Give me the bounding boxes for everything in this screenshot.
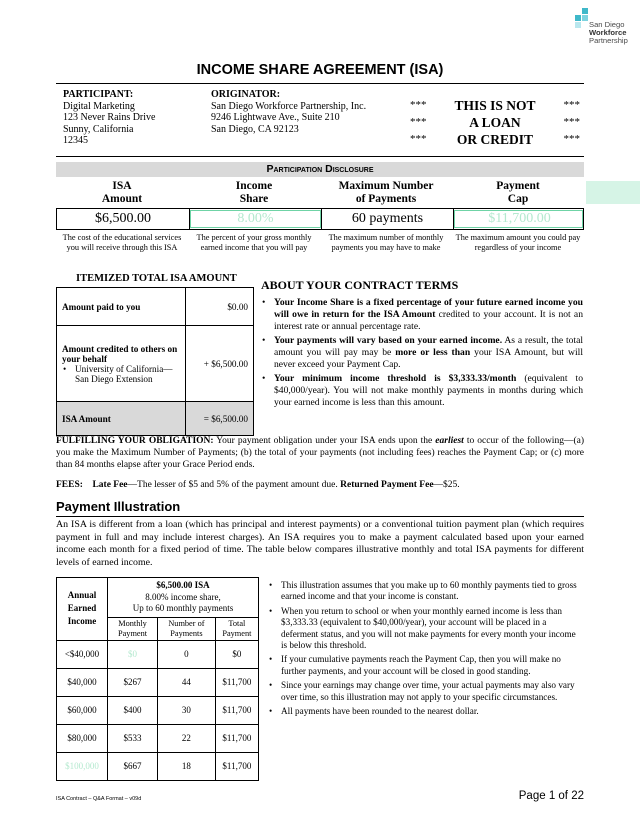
- max-payments-value: 60 payments: [321, 209, 453, 229]
- fees-paragraph: FEES: Late Fee—The lesser of $5 and 5% of the payment amount due. Returned Payment Fee—$25.: [56, 480, 460, 490]
- table-row: <$40,000 $0 0 $0: [57, 640, 259, 668]
- table-row: ISA Amount = $6,500.00: [57, 402, 254, 436]
- itemized-title: ITEMIZED TOTAL ISA AMOUNT: [76, 273, 237, 284]
- table-row: [57, 578, 259, 618]
- table-row: Amount credited to others on your behalf • University of California—San Diego Extension + $6,500.00: [57, 326, 254, 402]
- title-rule: [56, 83, 584, 84]
- list-item: • Your Income Share is a fixed percentage of your future earned income you will owe in return for the ISA Amount credited to your account. It is not an interest rate or annual percentage rate.: [261, 297, 583, 333]
- list-item: • This illustration assumes that you make up to 60 monthly payments tied to gross earned income and that your income is constant.: [268, 580, 584, 603]
- payment-illustration-title: Payment Illustration: [56, 499, 181, 514]
- not-a-loan-notice: *** THIS IS NOT *** *** A LOAN *** *** OR CREDIT ***: [410, 98, 580, 147]
- page-number: Page 1 of 22: [518, 790, 584, 802]
- footer-version: ISA Contract – Q&A Format – v09d: [56, 796, 142, 802]
- income-share-value: 8.00%: [189, 209, 321, 229]
- list-item: • All payments have been rounded to the nearest dollar.: [268, 706, 584, 717]
- participant-block: PARTICIPANT: Digital Marketing 123 Never Rains Drive Sunny, California 12345: [63, 89, 156, 146]
- income-share-description: The percent of your gross monthly earned income that you will pay: [196, 233, 312, 252]
- table-row: $60,000 $400 30 $11,700: [57, 696, 259, 724]
- isa-amount-header: ISA Amount: [101, 180, 143, 205]
- disclosure-values-row: [56, 208, 584, 230]
- list-item: • Your payments will vary based on your earned income. As a result, the total amount you will pay may be more or less than your ISA Amount, but will never exceed your Payment Cap.: [261, 335, 583, 371]
- originator-block: ORIGINATOR: San Diego Workforce Partnership, Inc. 9246 Lightwave Ave., Suite 210 San Diego, CA 92123: [211, 89, 367, 135]
- payment-cap-description: The maximum amount you could pay regardless of your income: [455, 233, 581, 252]
- list-item: • If your cumulative payments reach the Payment Cap, then you will make no further payments, and your account will be closed in good standing.: [268, 654, 584, 677]
- list-item: • Since your earnings may change over time, your actual payments may also vary over time, so this illustration may not apply to your specific circumstances.: [268, 680, 584, 703]
- itemized-table: [56, 287, 254, 436]
- illustration-notes: [268, 580, 584, 720]
- table-row: $100,000 $667 18 $11,700: [57, 752, 259, 780]
- obligation-paragraph: FULFILLING YOUR OBLIGATION: Your payment obligation under your ISA ends upon the earliest to occur of the following—(a) you make the Maximum Number of Payments; (b) the total of your payments (not including fees) reaches the Payment Cap; or (c) more than 84 months elapse after your Grace Period ends.: [56, 436, 584, 470]
- max-payments-header: Maximum Number of Payments: [338, 180, 434, 205]
- illustration-intro: An ISA is different from a loan (which has principal and interest payments) or a conventional tuition payment plan (which requires payment in full and may include interest charges). An ISA requires you to make a payment calculated based upon your earned income each month for a fixed period of time. The table below compares illustrative monthly and total ISA payments for different levels of earned income.: [56, 519, 584, 568]
- isa-amount-value: $6,500.00: [95, 211, 151, 226]
- document-title: INCOME SHARE AGREEMENT (ISA): [196, 62, 444, 78]
- about-contract-terms-title: ABOUT YOUR CONTRACT TERMS: [261, 278, 459, 292]
- participation-disclosure-heading: Participation Disclosure: [56, 162, 584, 177]
- table-row: Amount paid to you $0.00: [57, 288, 254, 326]
- table-row: $40,000 $267 44 $11,700: [57, 668, 259, 696]
- list-item: • When you return to school or when your monthly earned income is less than $3,333.33 (equivalent to $40,000/year), your account will be placed in a deferment status, and you will not make payments for every month your income is below this threshold.: [268, 606, 584, 652]
- table-row: Monthly Payment Number of Payments Total Payment: [57, 617, 259, 640]
- parties-rule: [56, 156, 584, 157]
- max-payments-description: The maximum number of monthly payments you may have to make: [328, 233, 444, 252]
- table-row: $80,000 $533 22 $11,700: [57, 724, 259, 752]
- illustration-rule: [56, 516, 584, 517]
- isa-amount-description: The cost of the educational services you will receive through this ISA: [62, 233, 182, 252]
- isa-terms-header: $6,500.00 ISA 8.00% income share, Up to 60 monthly payments: [108, 578, 259, 618]
- annual-income-header: Annual Earned Income: [57, 578, 108, 641]
- payment-cap-value: $11,700.00: [453, 209, 585, 229]
- logo-text: San Diego Workforce Partnership: [589, 20, 628, 45]
- contract-terms-list: [261, 297, 583, 411]
- payment-cap-header: Payment Cap: [496, 180, 540, 205]
- payment-illustration-table: [56, 577, 259, 781]
- income-share-header: Income Share: [235, 180, 273, 205]
- side-tab-marker: [586, 181, 640, 204]
- list-item: • Your minimum income threshold is $3,333.33/month (equivalent to $40,000/year). You will not make monthly payments in months during which your earned income is less than this amount.: [261, 373, 583, 409]
